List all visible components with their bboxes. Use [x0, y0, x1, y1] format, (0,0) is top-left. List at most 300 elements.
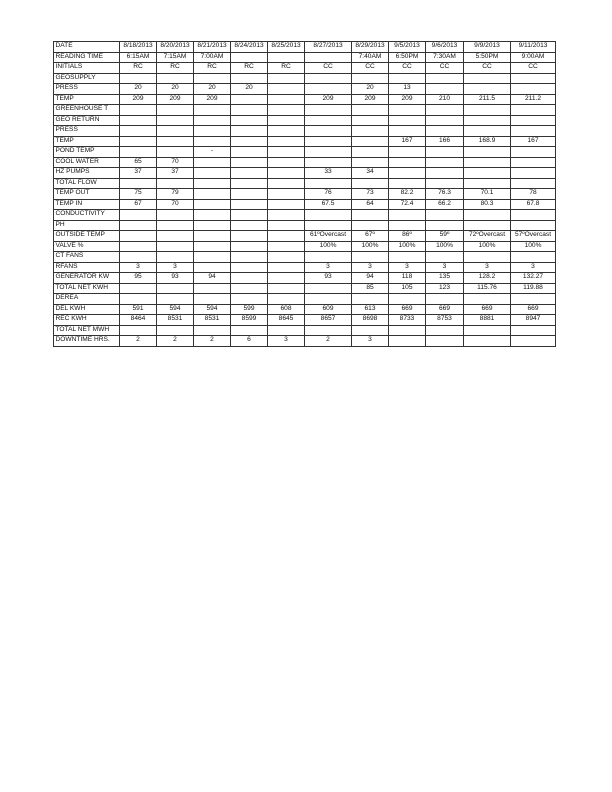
- row-label-cell: DEL KWH: [54, 304, 120, 315]
- value-cell: [426, 115, 464, 126]
- value-cell: [120, 231, 157, 242]
- value-cell: [426, 178, 464, 189]
- value-cell: [120, 294, 157, 305]
- value-cell: [194, 168, 231, 179]
- value-cell: 86º: [389, 231, 426, 242]
- value-cell: [305, 52, 352, 63]
- value-cell: [305, 157, 352, 168]
- value-cell: [511, 336, 556, 347]
- value-cell: [464, 157, 511, 168]
- value-cell: 211.5: [464, 94, 511, 105]
- table-header-row: [54, 42, 556, 53]
- header-date-cell: 8/20/2013: [157, 42, 194, 53]
- value-cell: 594: [157, 304, 194, 315]
- value-cell: 8531: [157, 315, 194, 326]
- value-cell: [389, 252, 426, 263]
- value-cell: 669: [464, 304, 511, 315]
- value-cell: [268, 210, 305, 221]
- value-cell: CC: [352, 63, 389, 74]
- value-cell: [231, 136, 268, 147]
- table-row: [54, 220, 556, 231]
- value-cell: [268, 157, 305, 168]
- value-cell: 3: [352, 336, 389, 347]
- value-cell: [426, 336, 464, 347]
- value-cell: [464, 147, 511, 158]
- table-row: [54, 262, 556, 273]
- value-cell: 3: [464, 262, 511, 273]
- value-cell: 33: [305, 168, 352, 179]
- value-cell: 20: [194, 84, 231, 95]
- value-cell: 67: [120, 199, 157, 210]
- value-cell: [305, 178, 352, 189]
- value-cell: [157, 136, 194, 147]
- value-cell: 6: [231, 336, 268, 347]
- header-date-cell: 9/6/2013: [426, 42, 464, 53]
- value-cell: 3: [120, 262, 157, 273]
- row-label-cell: TEMP: [54, 94, 120, 105]
- value-cell: 8464: [120, 315, 157, 326]
- value-cell: 105: [389, 283, 426, 294]
- value-cell: [389, 325, 426, 336]
- row-label-cell: TOTAL NET KWH: [54, 283, 120, 294]
- value-cell: 6:15AM: [120, 52, 157, 63]
- value-cell: 123: [426, 283, 464, 294]
- header-date-cell: 8/24/2013: [231, 42, 268, 53]
- value-cell: [389, 294, 426, 305]
- value-cell: [120, 178, 157, 189]
- value-cell: 209: [352, 94, 389, 105]
- value-cell: [352, 136, 389, 147]
- value-cell: 37: [157, 168, 194, 179]
- value-cell: [511, 220, 556, 231]
- table-row: [54, 73, 556, 84]
- value-cell: 20: [352, 84, 389, 95]
- value-cell: [231, 199, 268, 210]
- value-cell: [268, 220, 305, 231]
- value-cell: [352, 294, 389, 305]
- value-cell: 100%: [426, 241, 464, 252]
- value-cell: 119.88: [511, 283, 556, 294]
- value-cell: [464, 126, 511, 137]
- table-row: [54, 168, 556, 179]
- value-cell: [268, 294, 305, 305]
- table-row: [54, 126, 556, 137]
- table-row: [54, 241, 556, 252]
- value-cell: [511, 147, 556, 158]
- value-cell: [120, 252, 157, 263]
- value-cell: [426, 210, 464, 221]
- value-cell: [464, 220, 511, 231]
- value-cell: [194, 105, 231, 116]
- value-cell: [464, 178, 511, 189]
- value-cell: [120, 283, 157, 294]
- value-cell: 100%: [511, 241, 556, 252]
- row-label-cell: TEMP IN: [54, 199, 120, 210]
- value-cell: 75: [120, 189, 157, 200]
- table-row: [54, 105, 556, 116]
- value-cell: 8881: [464, 315, 511, 326]
- value-cell: [389, 336, 426, 347]
- value-cell: [268, 189, 305, 200]
- row-label-cell: DEREA: [54, 294, 120, 305]
- value-cell: 80.3: [464, 199, 511, 210]
- value-cell: 3: [426, 262, 464, 273]
- value-cell: 168.9: [464, 136, 511, 147]
- table-row: [54, 231, 556, 242]
- table-row: [54, 84, 556, 95]
- value-cell: [464, 84, 511, 95]
- reading-log-table: [53, 41, 556, 347]
- value-cell: 209: [305, 94, 352, 105]
- value-cell: [464, 105, 511, 116]
- value-cell: 13: [389, 84, 426, 95]
- value-cell: 8599: [231, 315, 268, 326]
- value-cell: [231, 252, 268, 263]
- value-cell: [268, 283, 305, 294]
- value-cell: 115.76: [464, 283, 511, 294]
- value-cell: 3: [157, 262, 194, 273]
- value-cell: 70.1: [464, 189, 511, 200]
- value-cell: [426, 157, 464, 168]
- value-cell: [268, 84, 305, 95]
- value-cell: [120, 220, 157, 231]
- row-label-cell: TOTAL FLOW: [54, 178, 120, 189]
- value-cell: [305, 147, 352, 158]
- value-cell: 608: [268, 304, 305, 315]
- table-row: [54, 336, 556, 347]
- value-cell: 64: [352, 199, 389, 210]
- value-cell: [231, 126, 268, 137]
- value-cell: 2: [194, 336, 231, 347]
- value-cell: 132.27: [511, 273, 556, 284]
- value-cell: [194, 231, 231, 242]
- value-cell: 100%: [305, 241, 352, 252]
- value-cell: 2: [120, 336, 157, 347]
- row-label-cell: PH: [54, 220, 120, 231]
- value-cell: [352, 115, 389, 126]
- header-label-cell: DATE: [54, 42, 120, 53]
- value-cell: [231, 178, 268, 189]
- value-cell: [305, 84, 352, 95]
- value-cell: [120, 73, 157, 84]
- value-cell: 7:30AM: [426, 52, 464, 63]
- value-cell: 167: [389, 136, 426, 147]
- value-cell: [426, 294, 464, 305]
- row-label-cell: DOWNTIME HRS.: [54, 336, 120, 347]
- value-cell: 8645: [268, 315, 305, 326]
- value-cell: 76.3: [426, 189, 464, 200]
- value-cell: [426, 126, 464, 137]
- value-cell: [231, 294, 268, 305]
- value-cell: [231, 262, 268, 273]
- value-cell: CC: [464, 63, 511, 74]
- value-cell: CC: [511, 63, 556, 74]
- value-cell: -: [194, 147, 231, 158]
- value-cell: [389, 168, 426, 179]
- value-cell: 85: [352, 283, 389, 294]
- row-label-cell: TEMP OUT: [54, 189, 120, 200]
- value-cell: 34: [352, 168, 389, 179]
- header-date-cell: 8/21/2013: [194, 42, 231, 53]
- value-cell: [511, 126, 556, 137]
- table-row: [54, 273, 556, 284]
- row-label-cell: OUTSIDE TEMP: [54, 231, 120, 242]
- value-cell: [268, 136, 305, 147]
- table-row: [54, 199, 556, 210]
- value-cell: 57ºOvercast: [511, 231, 556, 242]
- value-cell: 82.2: [389, 189, 426, 200]
- header-date-cell: 8/29/2013: [352, 42, 389, 53]
- value-cell: [231, 283, 268, 294]
- row-label-cell: GREENHOUSE T: [54, 105, 120, 116]
- value-cell: [194, 210, 231, 221]
- value-cell: [157, 220, 194, 231]
- value-cell: [231, 241, 268, 252]
- value-cell: [194, 325, 231, 336]
- value-cell: 73: [352, 189, 389, 200]
- value-cell: 599: [231, 304, 268, 315]
- value-cell: [268, 252, 305, 263]
- value-cell: CC: [426, 63, 464, 74]
- value-cell: 20: [157, 84, 194, 95]
- value-cell: 100%: [464, 241, 511, 252]
- row-label-cell: INITIALS: [54, 63, 120, 74]
- value-cell: 8657: [305, 315, 352, 326]
- value-cell: [268, 273, 305, 284]
- value-cell: [389, 178, 426, 189]
- value-cell: 95: [120, 273, 157, 284]
- value-cell: 37: [120, 168, 157, 179]
- value-cell: 118: [389, 273, 426, 284]
- value-cell: 61ºOvercast: [305, 231, 352, 242]
- row-label-cell: READING TIME: [54, 52, 120, 63]
- value-cell: [464, 210, 511, 221]
- value-cell: [157, 231, 194, 242]
- value-cell: [426, 252, 464, 263]
- value-cell: [268, 262, 305, 273]
- table-row: [54, 315, 556, 326]
- value-cell: [194, 115, 231, 126]
- value-cell: [157, 178, 194, 189]
- value-cell: [231, 94, 268, 105]
- value-cell: 65: [120, 157, 157, 168]
- value-cell: 166: [426, 136, 464, 147]
- value-cell: [426, 73, 464, 84]
- value-cell: [194, 262, 231, 273]
- value-cell: [268, 199, 305, 210]
- row-label-cell: TOTAL NET MWH: [54, 325, 120, 336]
- value-cell: 76: [305, 189, 352, 200]
- value-cell: 3: [389, 262, 426, 273]
- value-cell: 20: [120, 84, 157, 95]
- value-cell: [157, 325, 194, 336]
- value-cell: [426, 147, 464, 158]
- value-cell: [120, 115, 157, 126]
- value-cell: 67º: [352, 231, 389, 242]
- value-cell: 128.2: [464, 273, 511, 284]
- value-cell: [268, 147, 305, 158]
- value-cell: [305, 252, 352, 263]
- value-cell: [194, 157, 231, 168]
- value-cell: [464, 168, 511, 179]
- value-cell: 135: [426, 273, 464, 284]
- value-cell: [511, 115, 556, 126]
- value-cell: [426, 220, 464, 231]
- value-cell: [194, 241, 231, 252]
- value-cell: [157, 283, 194, 294]
- value-cell: RC: [231, 63, 268, 74]
- value-cell: [352, 178, 389, 189]
- value-cell: 3: [511, 262, 556, 273]
- value-cell: [231, 73, 268, 84]
- row-label-cell: PRESS: [54, 126, 120, 137]
- value-cell: [194, 189, 231, 200]
- value-cell: 3: [305, 262, 352, 273]
- value-cell: [305, 73, 352, 84]
- value-cell: [389, 105, 426, 116]
- value-cell: [426, 105, 464, 116]
- row-label-cell: CONDUCTIVITY: [54, 210, 120, 221]
- value-cell: [194, 73, 231, 84]
- value-cell: [511, 84, 556, 95]
- value-cell: [120, 210, 157, 221]
- value-cell: 669: [389, 304, 426, 315]
- value-cell: [464, 252, 511, 263]
- value-cell: [194, 126, 231, 137]
- table-row: [54, 94, 556, 105]
- row-label-cell: TEMP: [54, 136, 120, 147]
- value-cell: 100%: [389, 241, 426, 252]
- header-date-cell: 8/27/2013: [305, 42, 352, 53]
- value-cell: [157, 126, 194, 137]
- row-label-cell: GEOSUPPLY: [54, 73, 120, 84]
- value-cell: [268, 168, 305, 179]
- value-cell: 669: [511, 304, 556, 315]
- value-cell: [231, 189, 268, 200]
- header-date-cell: 8/25/2013: [268, 42, 305, 53]
- value-cell: [157, 73, 194, 84]
- value-cell: [464, 73, 511, 84]
- value-cell: [231, 157, 268, 168]
- value-cell: 59º: [426, 231, 464, 242]
- row-label-cell: GENERATOR KW: [54, 273, 120, 284]
- value-cell: [464, 115, 511, 126]
- value-cell: 8733: [389, 315, 426, 326]
- value-cell: [268, 325, 305, 336]
- row-label-cell: PRESS: [54, 84, 120, 95]
- value-cell: 211.2: [511, 94, 556, 105]
- value-cell: 79: [157, 189, 194, 200]
- value-cell: [231, 220, 268, 231]
- value-cell: [194, 199, 231, 210]
- value-cell: [231, 325, 268, 336]
- value-cell: [231, 115, 268, 126]
- row-label-cell: COOL WATER: [54, 157, 120, 168]
- value-cell: [157, 105, 194, 116]
- value-cell: [120, 126, 157, 137]
- value-cell: RC: [120, 63, 157, 74]
- value-cell: [157, 252, 194, 263]
- value-cell: [268, 241, 305, 252]
- row-label-cell: RFANS: [54, 262, 120, 273]
- value-cell: 72.4: [389, 199, 426, 210]
- value-cell: [157, 241, 194, 252]
- value-cell: [268, 52, 305, 63]
- value-cell: 609: [305, 304, 352, 315]
- table-row: [54, 294, 556, 305]
- value-cell: [389, 115, 426, 126]
- row-label-cell: REC KWH: [54, 315, 120, 326]
- value-cell: [511, 73, 556, 84]
- value-cell: [120, 325, 157, 336]
- value-cell: [231, 147, 268, 158]
- value-cell: 7:00AM: [194, 52, 231, 63]
- value-cell: [268, 231, 305, 242]
- table-body: [54, 42, 556, 347]
- value-cell: [352, 325, 389, 336]
- value-cell: 67.5: [305, 199, 352, 210]
- value-cell: 9:00AM: [511, 52, 556, 63]
- value-cell: [511, 252, 556, 263]
- value-cell: 93: [305, 273, 352, 284]
- value-cell: [511, 157, 556, 168]
- value-cell: [389, 147, 426, 158]
- value-cell: [268, 126, 305, 137]
- value-cell: [389, 73, 426, 84]
- value-cell: [231, 273, 268, 284]
- value-cell: [426, 168, 464, 179]
- row-label-cell: CT FANS: [54, 252, 120, 263]
- value-cell: [268, 178, 305, 189]
- value-cell: 20: [231, 84, 268, 95]
- value-cell: [511, 210, 556, 221]
- value-cell: 669: [426, 304, 464, 315]
- value-cell: 93: [157, 273, 194, 284]
- value-cell: [120, 241, 157, 252]
- value-cell: [464, 325, 511, 336]
- value-cell: [194, 136, 231, 147]
- header-date-cell: 9/9/2013: [464, 42, 511, 53]
- value-cell: 6:50PM: [389, 52, 426, 63]
- value-cell: 591: [120, 304, 157, 315]
- value-cell: [268, 115, 305, 126]
- value-cell: [352, 220, 389, 231]
- value-cell: [120, 147, 157, 158]
- value-cell: [511, 325, 556, 336]
- value-cell: [511, 178, 556, 189]
- value-cell: 3: [268, 336, 305, 347]
- header-date-cell: 9/11/2013: [511, 42, 556, 53]
- value-cell: [231, 52, 268, 63]
- value-cell: [194, 294, 231, 305]
- header-date-cell: 9/5/2013: [389, 42, 426, 53]
- value-cell: [352, 252, 389, 263]
- value-cell: 8753: [426, 315, 464, 326]
- value-cell: [352, 126, 389, 137]
- value-cell: [231, 105, 268, 116]
- value-cell: 209: [157, 94, 194, 105]
- value-cell: [305, 136, 352, 147]
- value-cell: 209: [194, 94, 231, 105]
- value-cell: 594: [194, 304, 231, 315]
- table-row: [54, 325, 556, 336]
- table-row: [54, 157, 556, 168]
- value-cell: [194, 178, 231, 189]
- value-cell: [194, 252, 231, 263]
- table-row: [54, 147, 556, 158]
- value-cell: [157, 294, 194, 305]
- table-row: [54, 136, 556, 147]
